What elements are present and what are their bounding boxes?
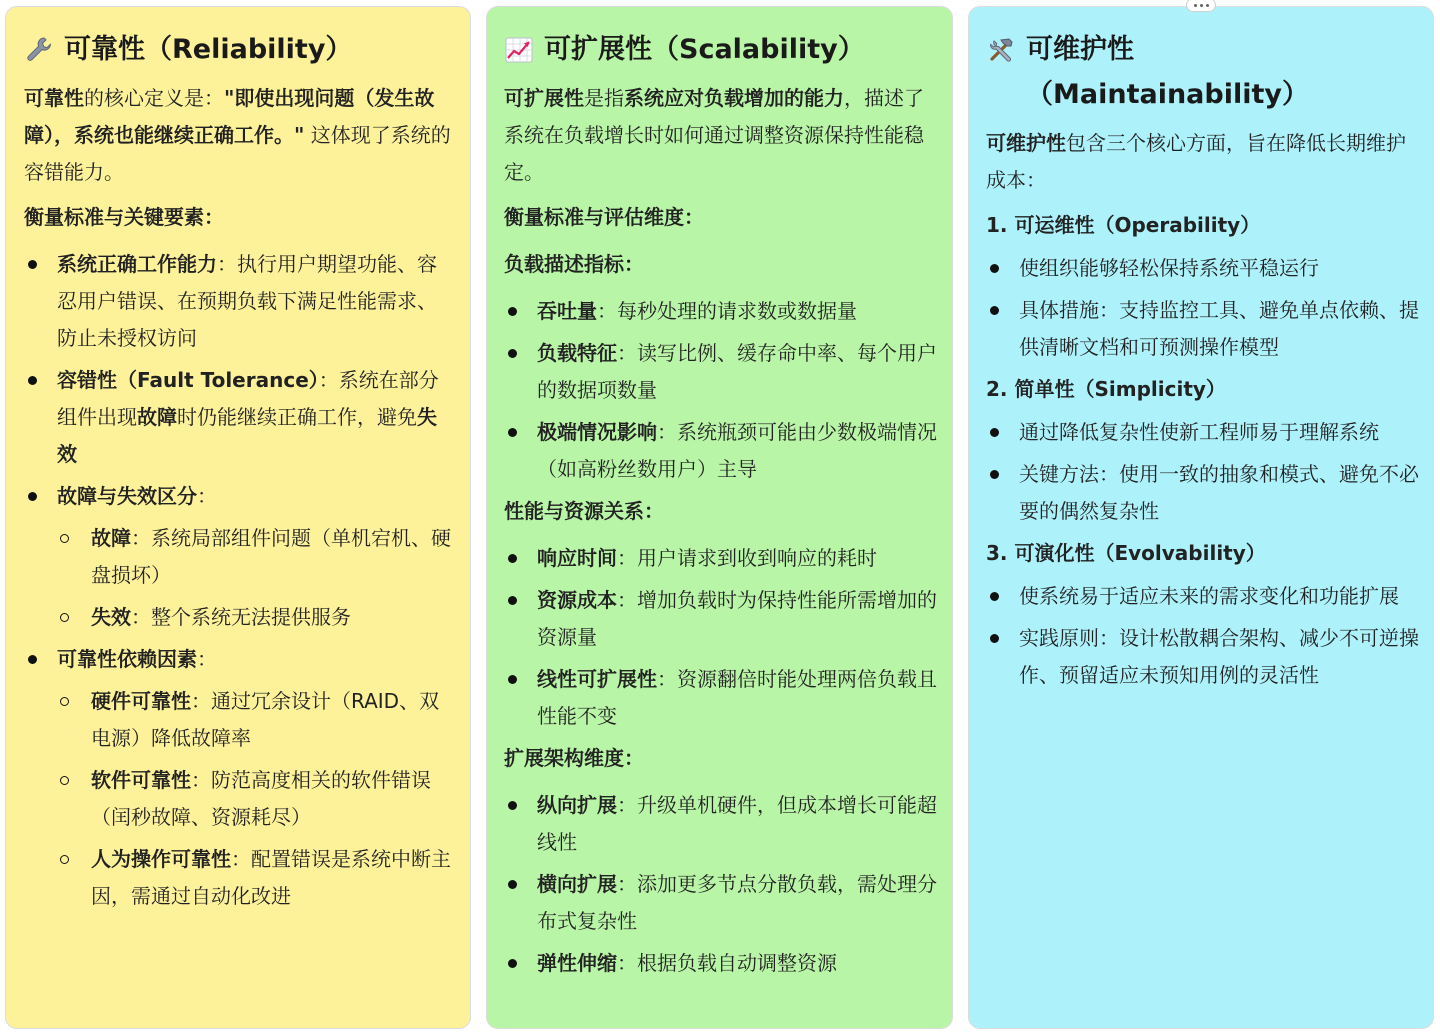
list-item: 具体措施：支持监控工具、避免单点依赖、提供清晰文档和可预测操作模型 (986, 292, 1419, 366)
sub-list (57, 683, 456, 915)
hammer-and-wrench-icon (986, 27, 1026, 72)
group-heading: 扩展架构维度： (504, 746, 644, 770)
scalability-title: 可扩展性（Scalability） (504, 27, 938, 72)
scalability-card (486, 6, 953, 1029)
list-item: 吞吐量：每秒处理的请求数或数据量 (504, 293, 938, 330)
section-heading: 1. 可运维性（Operability） (986, 213, 1261, 237)
list-item: 实践原则：设计松散耦合架构、减少不可逆操作、预留适应未预知用例的灵活性 (986, 620, 1419, 694)
maintainability-list (986, 250, 1419, 366)
group-heading: 性能与资源关系： (504, 499, 664, 523)
reliability-card (5, 6, 471, 1029)
list-item: 线性可扩展性：资源翻倍时能处理两倍负载且性能不变 (504, 661, 938, 735)
list-item: 极端情况影响：系统瓶颈可能由少数极端情况（如高粉丝数用户）主导 (504, 414, 938, 488)
section-heading: 3. 可演化性（Evolvability） (986, 541, 1266, 565)
maintainability-intro: 可维护性包含三个核心方面，旨在降低长期维护成本： (986, 131, 1406, 192)
list-item: 系统正确工作能力：执行用户期望功能、容忍用户错误、在预期负载下满足性能需求、防止未授权访问 (24, 246, 456, 357)
wrench-icon (24, 27, 64, 72)
reliability-title: 可靠性（Reliability） (24, 27, 456, 72)
chart-increasing-icon (504, 27, 544, 72)
list-item: 使系统易于适应未来的需求变化和功能扩展 (986, 578, 1419, 615)
scalability-list (504, 787, 938, 982)
maintainability-list (986, 414, 1419, 530)
list-item: 弹性伸缩：根据负载自动调整资源 (504, 945, 938, 982)
group-heading: 负载描述指标： (504, 252, 644, 276)
reliability-subheading: 衡量标准与关键要素： (24, 205, 224, 229)
list-item: 容错性（Fault Tolerance）：系统在部分组件出现故障时仍能继续正确工作，避免失效 (24, 362, 456, 473)
section-heading: 2. 简单性（Simplicity） (986, 377, 1226, 401)
maintainability-title: 可维护性 （Maintainability） (986, 27, 1419, 117)
list-item: 资源成本：增加负载时为保持性能所需增加的资源量 (504, 582, 938, 656)
sub-list-item: 失效：整个系统无法提供服务 (57, 599, 456, 636)
sub-list-item: 故障：系统局部组件问题（单机宕机、硬盘损坏） (57, 520, 456, 594)
list-item: 通过降低复杂性使新工程师易于理解系统 (986, 414, 1419, 451)
scalability-list (504, 293, 938, 488)
maintainability-list (986, 578, 1419, 694)
scalability-subheading: 衡量标准与评估维度： (504, 205, 704, 229)
reliability-intro: 可靠性的核心定义是："即使出现问题（发生故障），系统也能继续正确工作。" 这体现了系统的容错能力。 (24, 86, 451, 184)
list-item: 故障与失效区分： 故障：系统局部组件问题（单机宕机、硬盘损坏） 失效：整个系统无法提供服务 (24, 478, 456, 636)
more-options-icon[interactable] (1186, 0, 1216, 12)
list-item: 响应时间：用户请求到收到响应的耗时 (504, 540, 938, 577)
list-item: 负载特征：读写比例、缓存命中率、每个用户的数据项数量 (504, 335, 938, 409)
sub-list-item: 人为操作可靠性：配置错误是系统中断主因，需通过自动化改进 (57, 841, 456, 915)
maintainability-card (968, 6, 1434, 1029)
sub-list-item: 硬件可靠性：通过冗余设计（RAID、双电源）降低故障率 (57, 683, 456, 757)
list-item: 可靠性依赖因素： 硬件可靠性：通过冗余设计（RAID、双电源）降低故障率 软件可靠性：防范高度相关的软件错误（闰秒故障、资源耗尽） 人为操作可靠性：配置错误是系统中断主因，需通过自动化改进 (24, 641, 456, 915)
list-item: 关键方法：使用一致的抽象和模式、避免不必要的偶然复杂性 (986, 456, 1419, 530)
scalability-intro: 可扩展性是指系统应对负载增加的能力，描述了系统在负载增长时如何通过调整资源保持性能稳定。 (504, 86, 924, 184)
list-item: 使组织能够轻松保持系统平稳运行 (986, 250, 1419, 287)
sub-list (57, 520, 456, 636)
scalability-list (504, 540, 938, 735)
sub-list-item: 软件可靠性：防范高度相关的软件错误（闰秒故障、资源耗尽） (57, 762, 456, 836)
list-item: 纵向扩展：升级单机硬件，但成本增长可能超线性 (504, 787, 938, 861)
reliability-list (24, 246, 456, 915)
list-item: 横向扩展：添加更多节点分散负载，需处理分布式复杂性 (504, 866, 938, 940)
